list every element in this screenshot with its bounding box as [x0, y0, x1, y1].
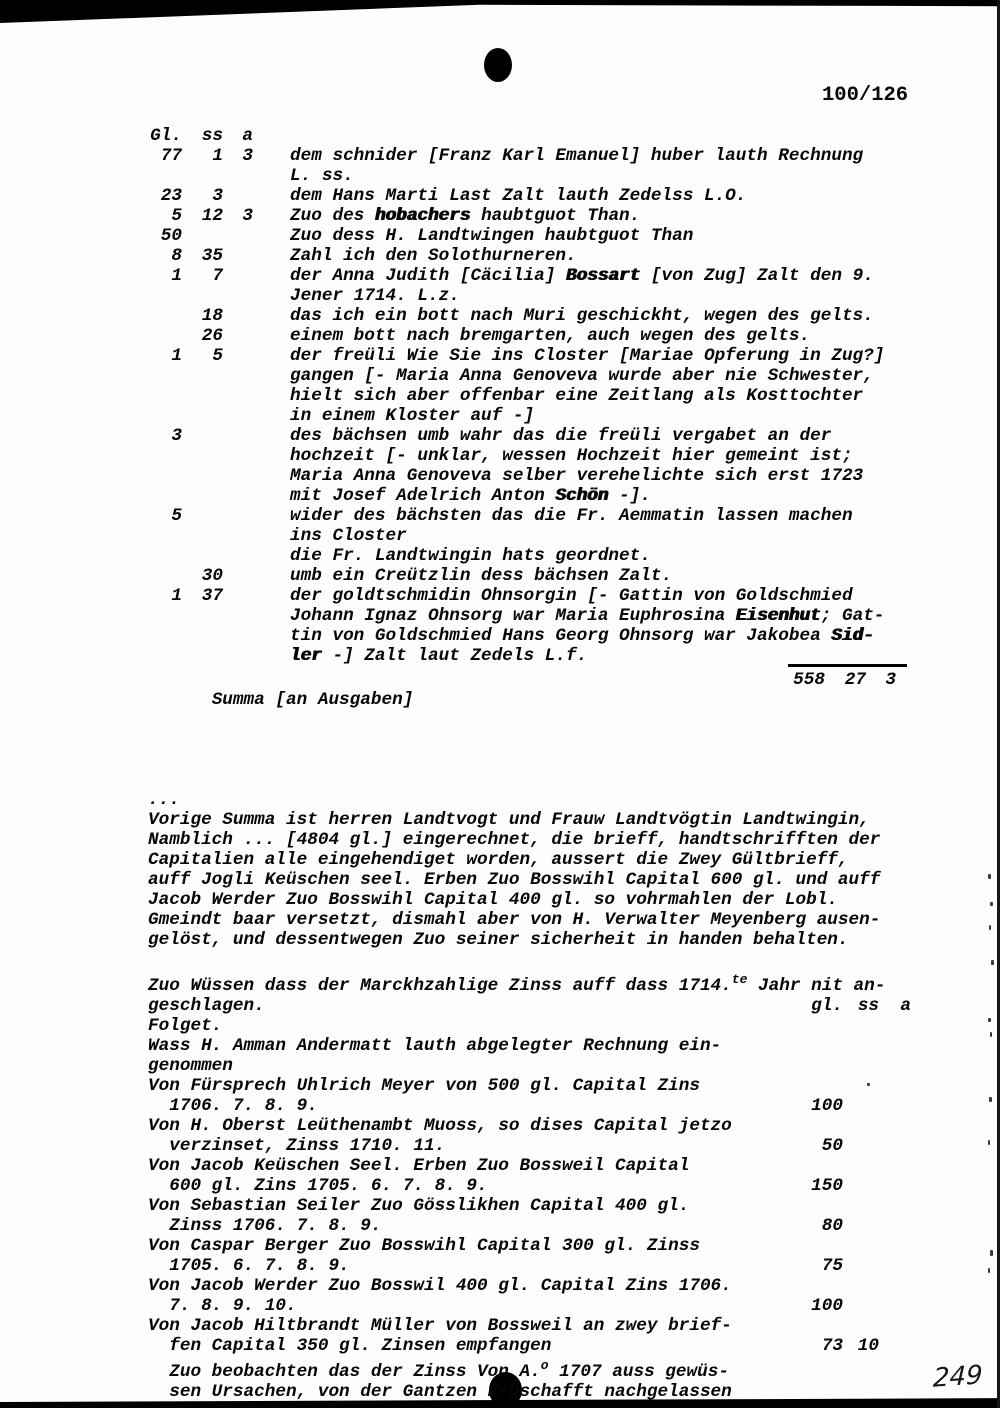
ledger-gl: 50 [160, 226, 182, 246]
ledger-row [148, 146, 914, 186]
text-line [148, 1016, 914, 1036]
ledger-ss: 18 [201, 306, 223, 326]
text-line [290, 346, 884, 366]
text-segment: Jahr nit an- [747, 976, 886, 996]
text-segment: das ich ein bott nach Muri geschickht, wegen des gelts. [290, 306, 874, 326]
ledger-row [148, 246, 914, 266]
text-line [148, 1036, 914, 1056]
ledger-a [223, 426, 253, 506]
text-line [148, 1076, 914, 1096]
amount-a: a [900, 996, 911, 1016]
entry-text [253, 506, 853, 566]
ledger-header [148, 126, 914, 146]
text-line [290, 506, 853, 526]
ledger-a [223, 226, 253, 246]
text-segment: verzinset, Zinss 1710. 11. [148, 1136, 446, 1156]
entry-text [253, 226, 693, 246]
ledger-gl: 5 [171, 506, 182, 526]
entry-text [253, 586, 884, 666]
ledger-ss: 26 [201, 326, 223, 346]
amount-ss: 10 [857, 1336, 879, 1356]
text-line [290, 446, 863, 466]
text-segment: die Fr. Landtwingin hats geordnet. [290, 546, 651, 566]
text-segment: Von H. Oberst Leüthenambt Muoss, so dises Capital jetzo [148, 1116, 732, 1136]
ledger-a [223, 246, 253, 266]
ledger-gl [148, 566, 182, 586]
ledger-a [223, 326, 253, 346]
punch-hole-mark-top [484, 48, 512, 82]
text-segment: Johann Ignaz Ohnsorg war Maria Euphrosina [290, 606, 736, 626]
text-line [290, 586, 884, 606]
text-segment: dem Hans Marti Last Zalt lauth Zedelss L.O. [290, 186, 747, 206]
text-segment: der Anna Judith [Cäcilia] [290, 266, 566, 286]
text-segment: Von Jacob Keüschen Seel. Erben Zuo Bossweil Capital [148, 1156, 690, 1176]
ledger-header-ss: ss [201, 126, 223, 146]
ledger-a [223, 346, 253, 426]
ledger-ss: 7 [212, 266, 223, 286]
ledger-ss: 3 [212, 186, 223, 206]
text-line [148, 1176, 914, 1196]
text-segment: Von Caspar Berger Zuo Bosswihl Capital 300 gl. Zinss [148, 1236, 700, 1256]
ledger-a [223, 566, 253, 586]
text-segment: haubtguot Than. [470, 206, 641, 226]
entry-text [253, 426, 863, 506]
text-line [290, 166, 863, 186]
ledger-row [148, 566, 914, 586]
summa-a: 3 [885, 670, 896, 690]
text-line [290, 606, 884, 626]
text-segment: fen Capital 350 gl. Zinsen empfangen [148, 1336, 552, 1356]
ledger-gl: 8 [171, 246, 182, 266]
amount-gl: gl. [811, 996, 843, 1016]
text-line [148, 1156, 914, 1176]
text-segment: 7. 8. 9. 10. [148, 1296, 297, 1316]
text-segment: ler [290, 646, 322, 666]
scan-speck [990, 1250, 993, 1256]
text-line [290, 426, 863, 446]
text-line: Namblich ... [4804 gl.] eingerechnet, die brieff, handtschrifften der [148, 830, 881, 850]
ledger-a [223, 186, 253, 206]
scan-speck [989, 925, 991, 930]
scan-speck [990, 1032, 992, 1037]
ledger-row [148, 586, 914, 666]
text-line [290, 486, 863, 506]
text-line [148, 1316, 914, 1336]
amount-ss: ss [857, 996, 879, 1016]
summa-ss: 27 [844, 670, 866, 690]
ledger-a [223, 266, 253, 306]
text-segment: geschlagen. [148, 996, 265, 1016]
entry-text [253, 566, 672, 586]
text-segment: ; Gat- [820, 606, 885, 626]
ledger-row [148, 306, 914, 326]
text-segment: Von Fürsprech Uhlrich Meyer von 500 gl. Capital Zins [148, 1076, 700, 1096]
text-line: gelöst, und dessentwegen Zuo seiner sicherheit in handen behalten. [148, 930, 849, 950]
text-segment: sen Ursachen, von der Gantzen Erbschafft nachgelassen [148, 1382, 732, 1402]
ledger-gl: 3 [171, 426, 182, 446]
text-line [290, 406, 884, 426]
income-section [148, 970, 914, 1402]
text-segment: des bächsen umb wahr das die freüli vergabet an der [290, 426, 832, 446]
entry-text [253, 246, 577, 266]
text-line [290, 306, 874, 326]
text-segment: ins Closter [290, 526, 407, 546]
scan-speck [991, 960, 994, 965]
text-segment: hielt sich aber offenbar eine Zeitlang als Kosttochter [290, 386, 864, 406]
ledger-ss [182, 426, 223, 506]
text-line [148, 1382, 914, 1402]
text-line [290, 466, 863, 486]
ledger-ss: 5 [212, 346, 223, 366]
text-segment: Zahl ich den Solothurneren. [290, 246, 577, 266]
section-gap [148, 950, 914, 970]
text-segment: dem schnider [Franz Karl Emanuel] huber lauth Rechnung [290, 146, 864, 166]
amount-gl: 80 [821, 1216, 843, 1236]
ledger-ss: 37 [201, 586, 223, 606]
text-line [148, 1096, 914, 1116]
text-line: Gmeindt baar versetzt, dismahl aber von H. Verwalter Meyenberg ausen- [148, 910, 881, 930]
text-line [148, 1056, 914, 1076]
text-segment: umb ein Creützlin dess bächsen Zalt. [290, 566, 673, 586]
text-line [148, 1216, 914, 1236]
amount-gl: 150 [811, 1176, 843, 1196]
text-line: Capitalien alle eingehendiget worden, aussert die Zwey Gültbrieff, [148, 850, 849, 870]
text-segment: Folget. [148, 1016, 223, 1036]
text-segment: Von Jacob Werder Zuo Bosswil 400 gl. Capital Zins 1706. [148, 1276, 732, 1296]
summary-paragraph [148, 810, 914, 950]
text-line [290, 186, 746, 206]
superscript: te [731, 972, 748, 987]
text-line [148, 970, 914, 996]
entry-text [253, 266, 874, 306]
ledger-gl: 1 [171, 266, 182, 286]
text-segment: Zuo dess H. Landtwingen haubtguot Than [290, 226, 694, 246]
amount-gl: 73 [821, 1336, 843, 1356]
text-line [148, 1236, 914, 1256]
text-line [290, 526, 853, 546]
ledger-ss [182, 226, 223, 246]
text-line [290, 226, 693, 246]
text-line [148, 1336, 914, 1356]
amount-gl: 75 [821, 1256, 843, 1276]
ledger-row [148, 226, 914, 246]
text-line [148, 1276, 914, 1296]
text-segment: Schön [555, 486, 609, 506]
ledger-row [148, 266, 914, 306]
entry-text [253, 306, 874, 326]
ledger-a: 3 [242, 146, 253, 166]
ellipsis-line: ... [148, 790, 180, 810]
scan-speck [989, 1097, 992, 1102]
text-segment: Bossart [565, 266, 641, 286]
text-segment: 600 gl. Zins 1705. 6. 7. 8. 9. [148, 1176, 488, 1196]
text-line [148, 996, 914, 1016]
text-line: Jacob Werder Zuo Bosswihl Capital 400 gl. so vohrmahlen der Lobl. [148, 890, 838, 910]
text-line [148, 1296, 914, 1316]
text-line [290, 206, 640, 226]
text-segment: einem bott nach bremgarten, auch wegen des gelts. [290, 326, 811, 346]
entry-text [253, 146, 863, 186]
text-segment: hobachers [374, 206, 471, 226]
ledger-ss: 1 [212, 146, 223, 166]
page-number: 100/126 [822, 84, 909, 107]
text-segment: Jener 1714. L.z. [290, 286, 460, 306]
text-line [290, 646, 884, 666]
text-segment: Zinss 1706. 7. 8. 9. [148, 1216, 382, 1236]
ledger-row [148, 186, 914, 206]
ledger-ss: 30 [201, 566, 223, 586]
ledger-a [223, 506, 253, 566]
text-segment: 1706. 7. 8. 9. [148, 1096, 318, 1116]
text-segment: mit Josef Adelrich Anton [290, 486, 556, 506]
ledger-gl: 5 [171, 206, 182, 226]
text-segment: Zuo beobachten das der Zinss Von A. [148, 1362, 541, 1382]
text-segment: genommen [148, 1056, 233, 1076]
text-line [290, 386, 884, 406]
text-line [290, 146, 863, 166]
ledger-gl: 1 [171, 586, 182, 606]
scan-speck [988, 1140, 990, 1145]
summa-label: Summa [an Ausgaben] [211, 690, 414, 710]
text-segment: Zuo Wüssen dass der Marckhzahlige Zinss auff dass 1714. [148, 976, 732, 996]
ledger-row [148, 506, 914, 566]
text-segment: Zuo des [290, 206, 375, 226]
text-line [290, 326, 810, 346]
text-segment: Eisenhut [735, 606, 821, 626]
scan-speck [990, 902, 993, 906]
ledger-header-a: a [242, 126, 253, 146]
text-segment: L. ss. [290, 166, 354, 186]
ledger-gl [148, 306, 182, 326]
text-line: Vorige Summa ist herren Landtvogt und Frauw Landtvögtin Landtwingin, [148, 810, 870, 830]
amount-gl: 50 [821, 1136, 843, 1156]
text-line [148, 1136, 914, 1156]
ledger-a [223, 586, 253, 666]
text-line [290, 546, 853, 566]
scan-speck [988, 874, 991, 879]
text-segment: Von Jacob Hiltbrandt Müller von Bossweil an zwey brief- [148, 1316, 732, 1336]
ledger-ss: 35 [201, 246, 223, 266]
scan-speck [988, 1018, 991, 1022]
ledger-gl: 1 [171, 346, 182, 366]
ledger-gl [148, 326, 182, 346]
text-segment: der goldtschmidin Ohnsorgin [- Gattin von Goldschmied [290, 586, 853, 606]
text-line [148, 1256, 914, 1276]
text-segment: 1707 auss gewüs- [548, 1362, 729, 1382]
text-segment: Maria Anna Genoveva selber verehelichte sich erst 1723 [290, 466, 864, 486]
text-segment: der freüli Wie Sie ins Closter [Mariae Opferung in Zug?] [290, 346, 885, 366]
text-line [290, 366, 884, 386]
text-segment: wider des bächsten das die Fr. Aemmatin lassen machen [290, 506, 853, 526]
amount-gl: 100 [811, 1096, 843, 1116]
text-line [290, 286, 874, 306]
ledger-row [148, 426, 914, 506]
text-segment: tin von Goldschmied Hans Georg Ohnsorg war Jakobea [290, 626, 832, 646]
ledger-header-gl: Gl. [150, 126, 182, 146]
document-content [148, 126, 914, 1402]
scan-speck [988, 1268, 990, 1273]
summa-gl: 558 [793, 670, 825, 690]
text-line [290, 266, 874, 286]
text-line [148, 1196, 914, 1216]
ledger-ss [182, 506, 223, 566]
ledger-row [148, 206, 914, 226]
text-line [148, 1356, 914, 1382]
text-segment: Von Sebastian Seiler Zuo Gösslikhen Capital 400 gl. [148, 1196, 690, 1216]
text-segment: gangen [- Maria Anna Genoveva wurde aber nie Schwester, [290, 366, 874, 386]
entry-text [253, 326, 810, 346]
entry-text [253, 346, 884, 426]
text-segment: [von Zug] Zalt den 9. [640, 266, 874, 286]
ledger-rows [148, 146, 914, 666]
ledger-a [223, 306, 253, 326]
ledger-row [148, 326, 914, 346]
text-segment: in einem Kloster auf -] [290, 406, 535, 426]
text-segment: -]. [608, 486, 651, 506]
ledger-a: 3 [242, 206, 253, 226]
text-segment: Wass H. Amman Andermatt lauth abgelegter Rechnung ein- [148, 1036, 722, 1056]
text-line [290, 246, 577, 266]
text-segment: hochzeit [- unklar, wessen Hochzeit hier gemeint ist; [290, 446, 853, 466]
text-line: auff Jogli Keüschen seel. Erben Zuo Bosswihl Capital 600 gl. und auff [148, 870, 881, 890]
entry-text [253, 206, 640, 226]
text-line [290, 626, 884, 646]
ledger-ss: 12 [201, 206, 223, 226]
scan-edge-top [0, 0, 1000, 24]
summa-row [148, 670, 914, 790]
text-segment: Sid- [831, 626, 874, 646]
ledger-gl: 77 [160, 146, 182, 166]
superscript: o [540, 1358, 549, 1373]
amount-gl: 100 [811, 1296, 843, 1316]
text-segment: 1705. 6. 7. 8. 9. [148, 1256, 350, 1276]
text-line [290, 566, 672, 586]
text-segment: -] Zalt laut Zedels L.f. [321, 646, 588, 666]
ledger-gl: 23 [160, 186, 182, 206]
ledger-row [148, 346, 914, 426]
handwritten-folio-number: 249 [932, 1360, 984, 1394]
text-line [148, 1116, 914, 1136]
entry-text [253, 186, 746, 206]
